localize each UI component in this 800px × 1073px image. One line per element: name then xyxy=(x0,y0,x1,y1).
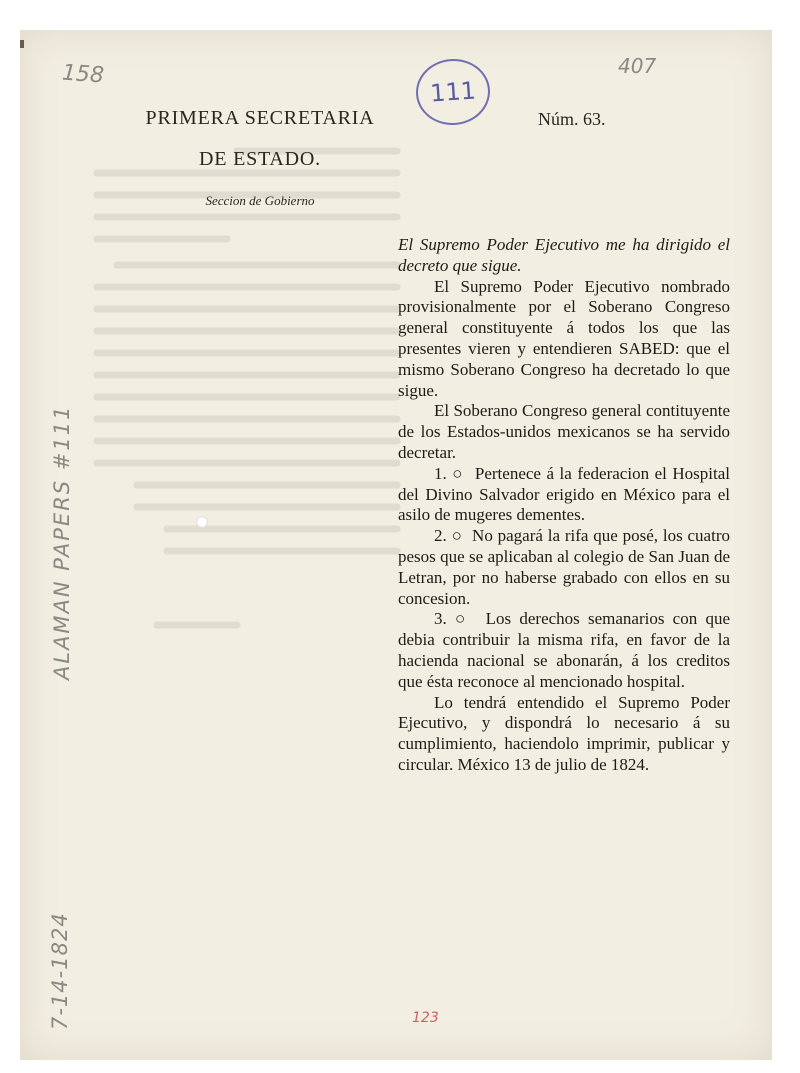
vertical-archive-label: ALAMAN PAPERS #111 xyxy=(50,404,74,680)
document-page xyxy=(20,30,772,1060)
article-2 xyxy=(398,526,730,609)
office-title-line2: DE ESTADO. xyxy=(199,148,321,170)
edge-mark xyxy=(20,40,24,48)
section-name: Seccion de Gobierno xyxy=(205,193,315,208)
office-title: PRIMERA SECRETARIA xyxy=(145,107,375,129)
article-text: Pertenece á la federacion el Hospital del Divino Salvador erigido en México para el asilo de mugeres dementes. xyxy=(398,463,731,525)
pencil-note-top-left: 158 xyxy=(61,60,105,89)
decree-number: Núm. 63. xyxy=(538,109,606,129)
article-number: 3. ○ xyxy=(434,609,470,629)
article-3 xyxy=(398,609,730,692)
archive-stamp xyxy=(414,56,492,127)
bleed-through-lines xyxy=(77,145,407,665)
article-text: Los derechos semanarios con que debia contribuir la misma rifa, en favor de la hacienda nacional se abonarán, á los creditos que ésta reconoce al mencionado hospital. xyxy=(398,609,730,691)
pencil-note-top-right: 407 xyxy=(618,54,657,78)
article-number: 1. ○ xyxy=(434,463,464,483)
decree-preamble: El Supremo Poder Ejecutivo nombrado provisionalmente por el Soberano Congreso general constituyente á todos los que las presentes vieren y entendieren SABED: que el mismo Soberano Congreso ha decretado lo que sigue. xyxy=(398,276,730,400)
stamp-number: 111 xyxy=(429,76,477,108)
article-number: 2. ○ xyxy=(434,526,463,546)
vertical-date-label: 7-14-1824 xyxy=(48,912,72,1030)
folio-number: 123 xyxy=(412,1010,439,1026)
article-1 xyxy=(398,464,730,526)
punch-hole xyxy=(196,516,208,528)
decree-closing: Lo tendrá entendido el Supremo Poder Ejecutivo, y dispondrá lo necesario á su cumplimiento, haciendolo imprimir, publicar y circular. México 13 de julio de 1824. xyxy=(398,692,730,774)
article-text: No pagará la rifa que posé, los cuatro pesos que se aplicaban al colegio de San Juan de Letran, por no haberse grabado con ellos en su concesion. xyxy=(398,526,730,608)
decree-body xyxy=(398,235,730,776)
decree-intro: El Supremo Poder Ejecutivo me ha dirigido el decreto que sigue. xyxy=(398,235,730,275)
decree-enactment: El Soberano Congreso general contituyente de los Estados-unidos mexicanos se ha servido decretar. xyxy=(398,401,730,462)
